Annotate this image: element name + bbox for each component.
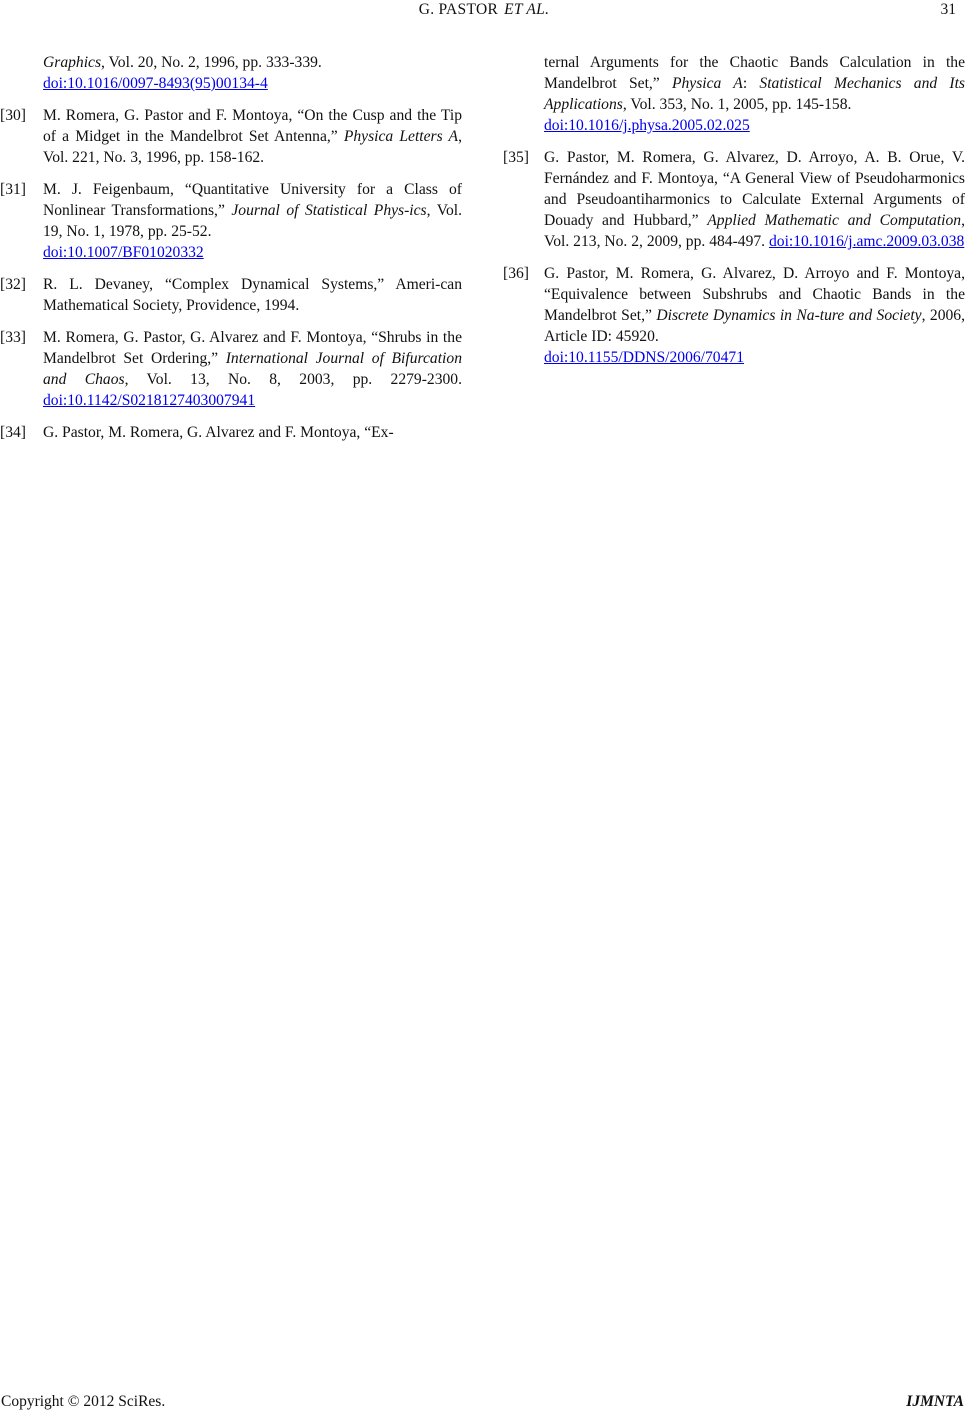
reference-35 bbox=[503, 147, 965, 252]
ref-number: [33] bbox=[0, 329, 26, 346]
ref-details: , Vol. 221, No. 3, 1996, pp. 158-162. bbox=[43, 128, 462, 166]
doi-link[interactable]: doi:10.1016/0097-8493(95)00134-4 bbox=[43, 75, 268, 92]
doi-link[interactable]: doi:10.1016/j.amc.2009.03.038 bbox=[768, 233, 965, 250]
header-authors: G. PASTOR bbox=[418, 1, 499, 18]
ref-separator: : bbox=[742, 75, 760, 92]
ref-text: G. Pastor, M. Romera, G. Alvarez, D. Arroyo, A. B. Orue, V. Fernández and F. Montoya, “A General View of Pseudoharmonics and Pseudoantiharmonics to Calculate External Arguments of Douady and Hubbard,” bbox=[544, 149, 965, 229]
ref-journal: International Journal of Bifurcation and Chaos bbox=[43, 350, 462, 388]
running-title bbox=[0, 1, 968, 19]
right-column bbox=[503, 52, 965, 379]
doi-link[interactable]: doi:10.1142/S0218127403007941 bbox=[43, 392, 256, 409]
ref-details: , Vol. 353, No. 1, 2005, pp. 145-158. bbox=[622, 96, 852, 113]
reference-36 bbox=[503, 263, 965, 368]
ref-text: G. Pastor, M. Romera, G. Alvarez and F. Montoya, “Ex- bbox=[43, 424, 394, 441]
ref-text: M. Romera, G. Pastor and F. Montoya, “On the Cusp and the Tip of a Midget in the Mandelbrot Set Antenna,” bbox=[43, 107, 462, 145]
doi-link[interactable]: doi:10.1007/BF01020332 bbox=[43, 244, 204, 261]
page-header bbox=[0, 1, 968, 23]
ref-journal: Graphics bbox=[43, 54, 102, 71]
ref-text: M. J. Feigenbaum, “Quantitative University for a Class of Nonlinear Transformations,” bbox=[43, 181, 462, 219]
ref-details: , Vol. 20, No. 2, 1996, pp. 333-339. bbox=[101, 54, 322, 71]
ref-details: , Vol. 19, No. 1, 1978, pp. 25-52. bbox=[43, 202, 462, 240]
doi-link[interactable]: doi:10.1155/DDNS/2006/70471 bbox=[544, 349, 744, 366]
ref-number: [34] bbox=[0, 424, 26, 441]
ref-journal: Applied Mathematic and Computation bbox=[707, 212, 962, 229]
ref-journal: Physica Letters A bbox=[343, 128, 459, 145]
ref-journal: Physica A bbox=[671, 75, 743, 92]
doi-link[interactable]: doi:10.1016/j.physa.2005.02.025 bbox=[544, 117, 750, 134]
left-column bbox=[0, 52, 462, 454]
copyright-notice: Copyright © 2012 SciRes. bbox=[1, 1393, 166, 1410]
reference-34-continued bbox=[503, 52, 965, 136]
reference-33 bbox=[0, 327, 462, 411]
header-etal: ET AL. bbox=[504, 1, 550, 18]
reference-30 bbox=[0, 105, 462, 168]
ref-number: [30] bbox=[0, 107, 26, 124]
ref-details: , Vol. 13, No. 8, 2003, pp. 2279-2300. bbox=[124, 371, 463, 388]
ref-text: M. Romera, G. Pastor, G. Alvarez and F. Montoya, “Shrubs in the Mandelbrot Set Ordering,” bbox=[43, 329, 462, 367]
reference-31 bbox=[0, 179, 462, 263]
reference-29-continued bbox=[0, 52, 462, 94]
ref-number: [31] bbox=[0, 181, 26, 198]
ref-text: G. Pastor, M. Romera, G. Alvarez, D. Arroyo and F. Montoya, “Equivalence between Subshrubs and Chaotic Bands in the Mandelbrot Set,” bbox=[544, 265, 965, 324]
ref-details: , 2006, Article ID: 45920. bbox=[544, 307, 966, 345]
ref-journal-subtitle: Statistical Mechanics and Its Applications bbox=[544, 75, 965, 113]
ref-number: [36] bbox=[503, 265, 529, 282]
reference-34 bbox=[0, 422, 462, 443]
reference-32 bbox=[0, 274, 462, 316]
ref-journal: Discrete Dynamics in Na-ture and Society bbox=[656, 307, 922, 324]
journal-abbreviation: IJMNTA bbox=[906, 1393, 964, 1410]
ref-journal: Journal of Statistical Phys-ics bbox=[231, 202, 427, 219]
ref-text: ternal Arguments for the Chaotic Bands Calculation in the Mandelbrot Set,” bbox=[544, 54, 965, 92]
ref-number: [35] bbox=[503, 149, 529, 166]
page-number: 31 bbox=[940, 1, 956, 18]
ref-number: [32] bbox=[0, 276, 26, 293]
ref-details: , Vol. 213, No. 2, 2009, pp. 484-497. bbox=[544, 212, 966, 250]
ref-text: R. L. Devaney, “Complex Dynamical Systems,” Ameri-can Mathematical Society, Providence, 1994. bbox=[43, 276, 462, 314]
